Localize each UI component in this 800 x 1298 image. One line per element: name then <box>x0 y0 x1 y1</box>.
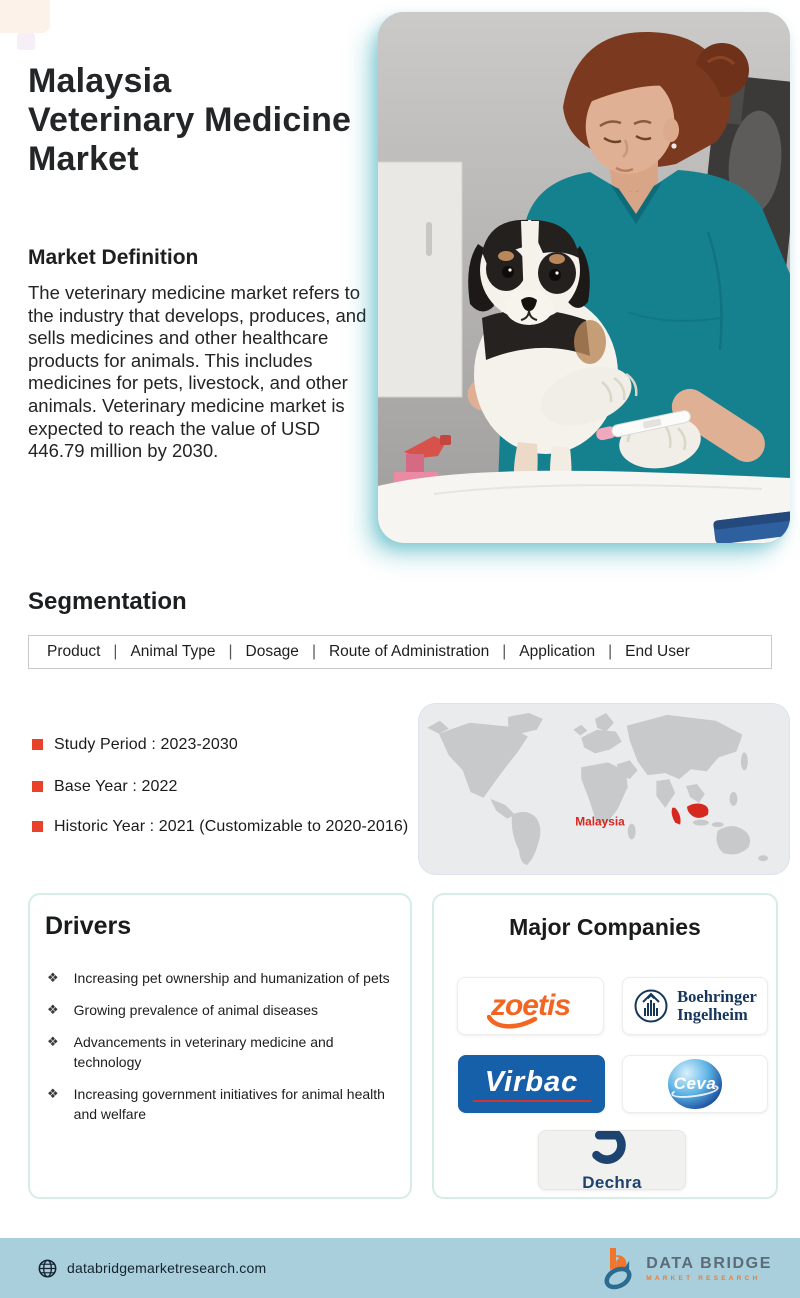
data-bridge-tagline: MARKET RESEARCH <box>646 1274 761 1282</box>
driver-item <box>30 1000 410 1020</box>
historic-year-fact <box>32 818 408 836</box>
red-square-bullet <box>32 821 43 832</box>
driver-item <box>30 968 410 988</box>
virbac-logo <box>458 1055 605 1113</box>
driver-item <box>30 1084 410 1124</box>
boehringer-text-line2: Ingelheim <box>677 1005 748 1024</box>
diamond-bullet-icon: ❖ <box>47 1002 59 1017</box>
zoetis-swoosh-icon <box>487 1014 539 1030</box>
segmentation-heading: Segmentation <box>28 588 187 615</box>
segment-separator: | <box>113 643 118 660</box>
red-square-bullet <box>32 739 43 750</box>
page-title <box>28 62 378 179</box>
major-companies-heading: Major Companies <box>509 914 701 940</box>
major-companies-card <box>432 893 778 1199</box>
world-map <box>419 704 789 874</box>
historic-year-label: Historic Year : 2021 (Customizable to 2020-2016) <box>54 818 409 835</box>
drivers-list <box>30 968 410 1124</box>
study-period-label: Study Period : 2023-2030 <box>54 736 238 753</box>
world-map-card <box>418 703 790 875</box>
diamond-bullet-icon: ❖ <box>47 1086 59 1101</box>
dechra-d-icon <box>584 1130 640 1167</box>
red-square-bullet <box>32 781 43 792</box>
base-year-fact <box>32 778 177 796</box>
malaysia-map-label: Malaysia <box>575 814 625 829</box>
dechra-logo <box>538 1130 686 1190</box>
dechra-logo-text: Dechra <box>582 1173 642 1190</box>
footer-bar <box>0 1238 800 1298</box>
corner-decoration-peach <box>0 0 50 33</box>
virbac-red-underline <box>473 1100 591 1102</box>
segment-application: Application <box>519 643 596 660</box>
ceva-logo-text: Ceva <box>673 1074 717 1093</box>
ceva-globe-icon <box>668 1059 722 1109</box>
data-bridge-monogram-icon <box>602 1246 638 1290</box>
segment-separator: | <box>228 643 233 660</box>
segment-separator: | <box>502 643 507 660</box>
drivers-heading: Drivers <box>45 912 132 940</box>
driver-item <box>30 1032 410 1072</box>
earring <box>671 143 676 148</box>
ear <box>663 118 679 142</box>
driver-text: Increasing pet ownership and humanization of pets <box>73 970 390 986</box>
segment-separator: | <box>311 643 316 660</box>
segment-route: Route of Administration <box>328 643 490 660</box>
boehringer-text-line1: Boehringer <box>677 987 757 1006</box>
base-year-label: Base Year : 2022 <box>54 778 178 795</box>
zoetis-logo-text: zoetis <box>490 989 571 1022</box>
virbac-logo-text: Virbac <box>484 1066 579 1098</box>
segment-separator: | <box>608 643 613 660</box>
corner-decoration-lavender <box>17 33 35 50</box>
market-definition-heading: Market Definition <box>28 246 199 269</box>
segmentation-bar <box>28 635 772 669</box>
diamond-bullet-icon: ❖ <box>47 970 59 985</box>
data-bridge-logo <box>602 1246 772 1290</box>
vet-puppy-photo <box>378 12 790 543</box>
data-bridge-name: DATA BRIDGE <box>646 1254 772 1272</box>
page-title-line: Market <box>28 140 139 178</box>
market-definition-text: The veterinary medicine market refers to the industry that develops, produces, and sells medicines and other healthcare products for animals. This includes medicines for pets, livestock, and other animals. Veterinary medicine market is expected to reach the value of USD 446.79 million by 2030. <box>28 282 372 462</box>
driver-text: Growing prevalence of animal diseases <box>73 1002 319 1018</box>
globe-icon <box>38 1259 57 1278</box>
segment-animal-type: Animal Type <box>130 643 216 660</box>
segment-product: Product <box>47 643 101 660</box>
study-period-fact <box>32 736 238 754</box>
diamond-bullet-icon: ❖ <box>47 1034 59 1049</box>
ceva-logo <box>622 1055 768 1113</box>
page-title-line: Malaysia <box>28 62 172 100</box>
boehringer-ingelheim-logo <box>622 977 768 1035</box>
driver-text: Increasing government initiatives for animal health and welfare <box>73 1086 385 1122</box>
segment-end-user: End User <box>625 643 690 660</box>
driver-text: Advancements in veterinary medicine and technology <box>73 1034 334 1070</box>
boehringer-emblem-icon <box>633 988 669 1024</box>
vet-puppy-illustration <box>378 12 790 543</box>
segment-dosage: Dosage <box>245 643 299 660</box>
page-title-line: Veterinary Medicine <box>28 101 352 139</box>
zoetis-logo <box>457 977 604 1035</box>
website-link[interactable]: databridgemarketresearch.com <box>67 1260 267 1276</box>
drivers-card <box>28 893 412 1199</box>
